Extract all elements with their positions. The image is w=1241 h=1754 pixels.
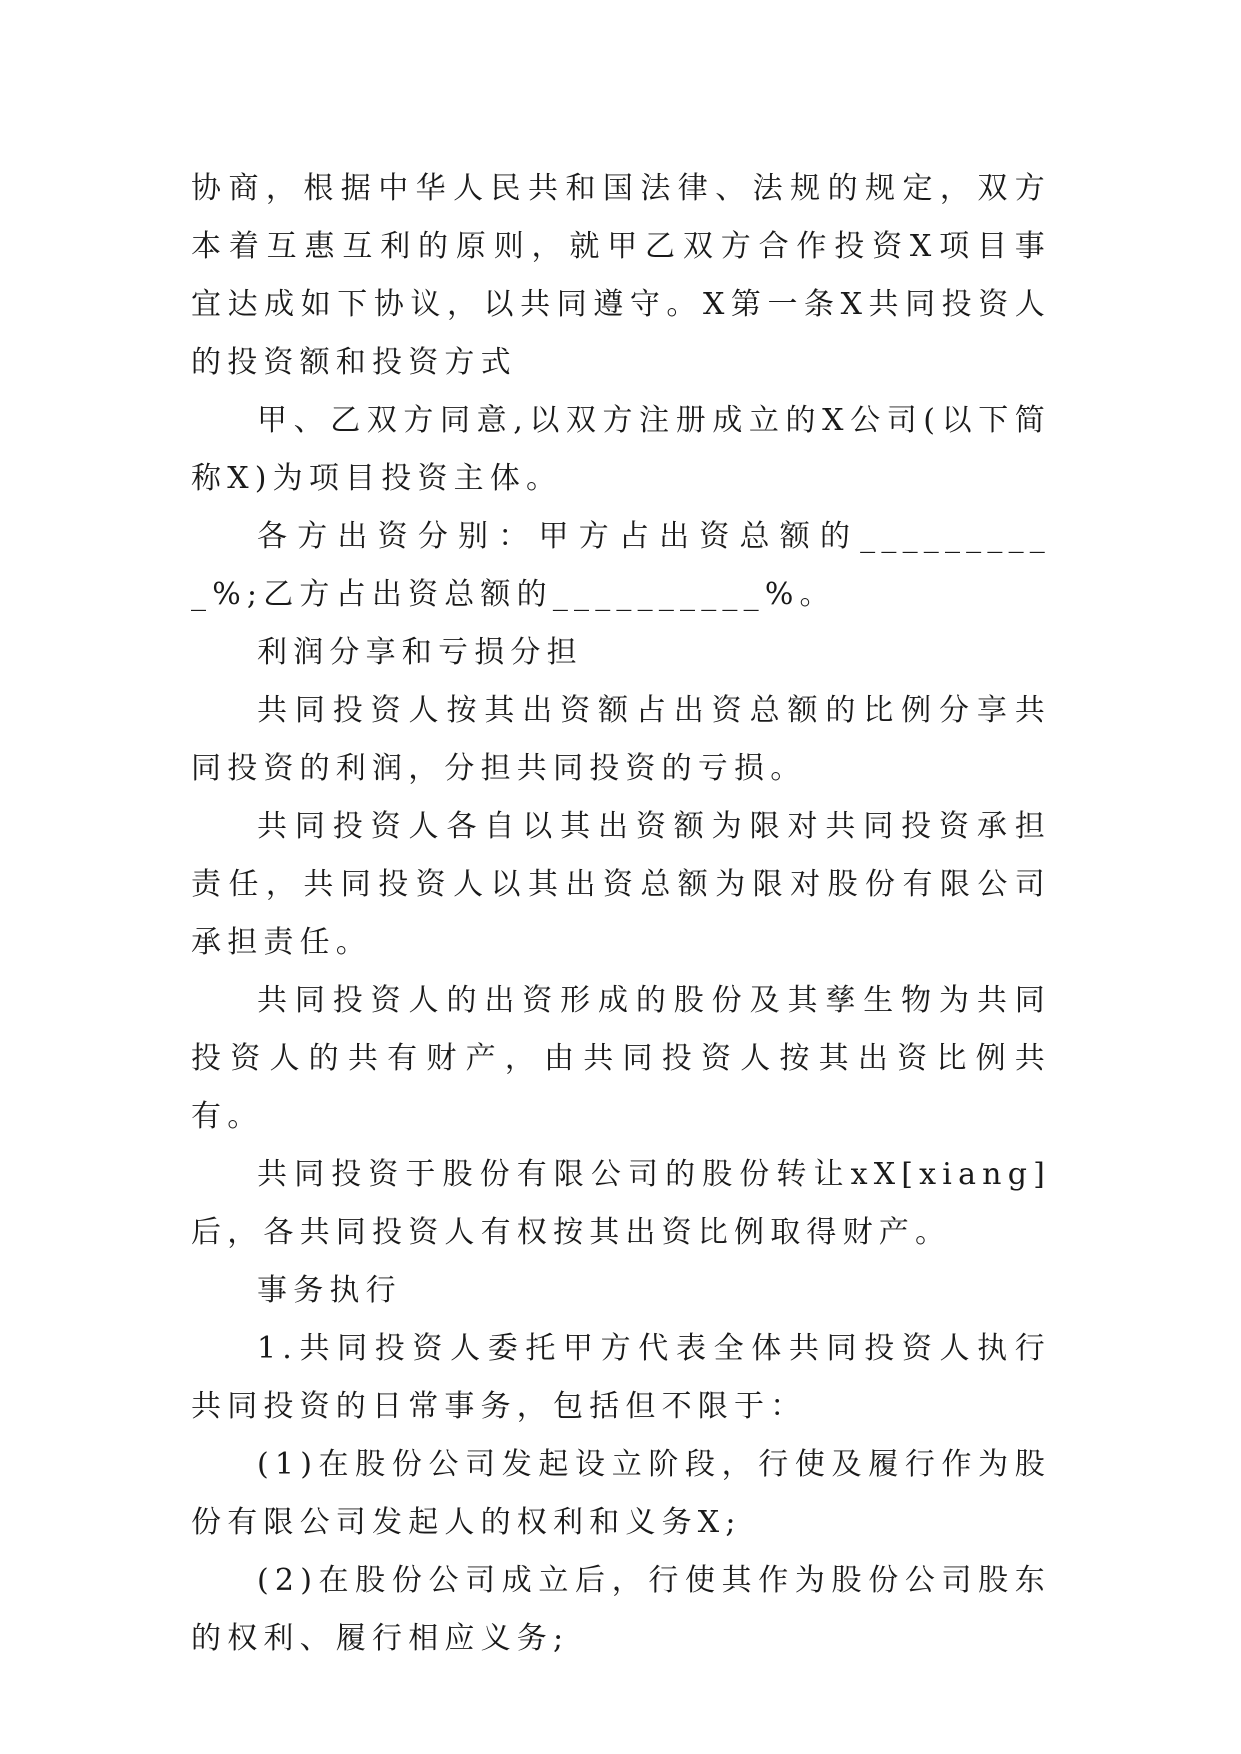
paragraph-investment-subject: 甲、乙双方同意,以双方注册成立的X公司(以下简称X)为项目投资主体。 xyxy=(191,403,1051,496)
section-heading-affairs: 事务执行 xyxy=(257,1273,402,1308)
paragraph-liability: 共同投资人各自以其出资额为限对共同投资承担责任，共同投资人以其出资总额为限对股份有限公司承担责任。 xyxy=(191,809,1051,960)
paragraph-intro: 协商，根据中华人民共和国法律、法规的规定，双方本着互惠互利的原则，就甲乙双方合作投资X项目事宜达成如下协议，以共同遵守。X第一条X共同投资人的投资额和投资方式 xyxy=(191,171,1051,380)
section-heading-profit-loss: 利润分享和亏损分担 xyxy=(257,635,583,670)
document-body xyxy=(191,160,1051,1668)
paragraph-share-transfer: 共同投资于股份有限公司的股份转让xX[xiang]后，各共同投资人有权按其出资比例取得财产。 xyxy=(191,1157,1051,1250)
paragraph-common-property: 共同投资人的出资形成的股份及其孳生物为共同投资人的共有财产，由共同投资人按其出资比例共有。 xyxy=(191,983,1051,1134)
paragraph-profit-sharing: 共同投资人按其出资额占出资总额的比例分享共同投资的利润，分担共同投资的亏损。 xyxy=(191,693,1051,786)
paragraph-item-1: 1.共同投资人委托甲方代表全体共同投资人执行共同投资的日常事务，包括但不限于： xyxy=(191,1331,1051,1424)
paragraph-contribution-ratio: 各方出资分别：甲方占出资总额的__________%;乙方占出资总额的__________%。 xyxy=(191,519,1051,612)
paragraph-subitem-2: (2)在股份公司成立后，行使其作为股份公司股东的权利、履行相应义务; xyxy=(191,1563,1051,1656)
paragraph-subitem-1: (1)在股份公司发起设立阶段，行使及履行作为股份有限公司发起人的权利和义务X; xyxy=(191,1447,1051,1540)
